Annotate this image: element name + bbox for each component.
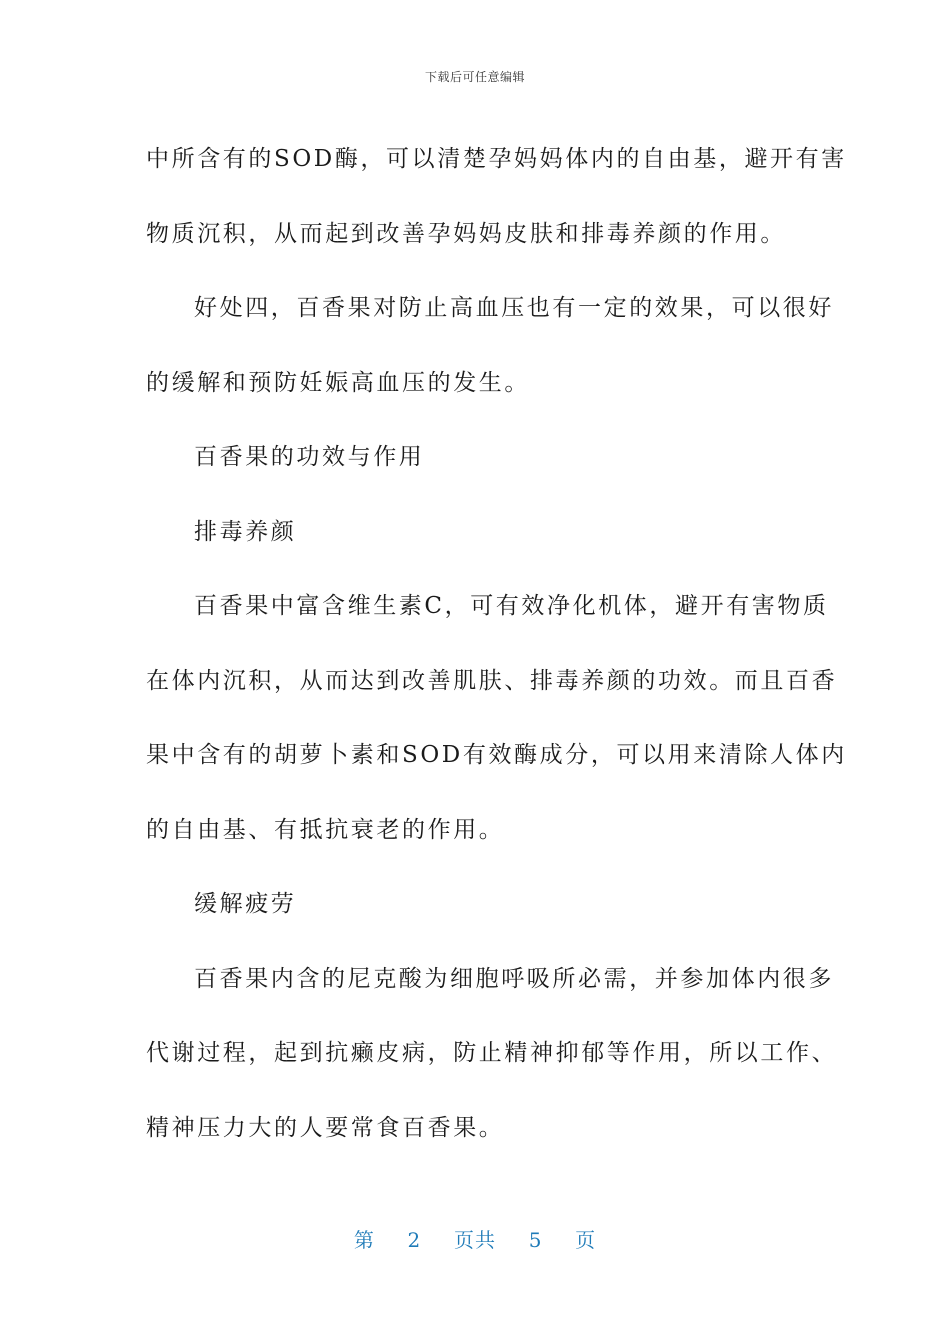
paragraph-line: 百香果中富含维生素C，可有效净化机体，避开有害物质	[194, 593, 829, 619]
page-footer	[0, 1224, 950, 1253]
paragraph-line: 物质沉积，从而起到改善孕妈妈皮肤和排毒养颜的作用。	[146, 220, 786, 247]
footer-suffix: 页	[575, 1228, 597, 1252]
paragraph-line: 的缓解和预防妊娠高血压的发生。	[146, 369, 530, 396]
document-body	[146, 122, 847, 1165]
paragraph-line: 果中含有的胡萝卜素和SOD有效酶成分，可以用来清除人体内	[146, 742, 847, 768]
paragraph-line: 好处四，百香果对防止高血压也有一定的效果，可以很好	[194, 295, 834, 321]
header-note: 下载后可任意编辑	[424, 70, 525, 84]
subsection-heading: 缓解疲劳	[194, 891, 297, 917]
section-heading: 百香果的功效与作用	[194, 444, 425, 470]
paragraph-line: 的自由基、有抵抗衰老的作用。	[146, 816, 505, 843]
paragraph-line: 在体内沉积，从而达到改善肌肤、排毒养颜的功效。而且百香	[146, 667, 838, 694]
subsection-heading: 排毒养颜	[194, 518, 297, 545]
paragraph-line: 中所含有的SOD酶，可以清楚孕妈妈体内的自由基，避开有害	[146, 146, 847, 172]
footer-page-number: 2	[407, 1228, 422, 1252]
paragraph-line: 百香果内含的尼克酸为细胞呼吸所必需，并参加体内很多	[194, 965, 834, 992]
paragraph-line: 精神压力大的人要常食百香果。	[146, 1114, 505, 1141]
paragraph-line: 代谢过程，起到抗癞皮病，防止精神抑郁等作用，所以工作、	[146, 1040, 838, 1066]
footer-total-pages: 5	[528, 1228, 543, 1252]
footer-middle: 页共	[454, 1228, 496, 1252]
footer-prefix: 第	[353, 1228, 375, 1252]
